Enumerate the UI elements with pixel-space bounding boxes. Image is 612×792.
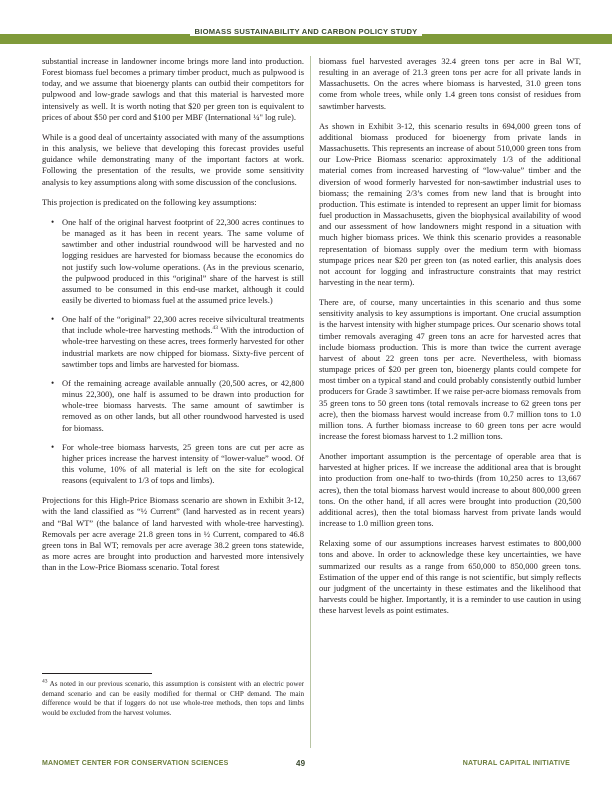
paragraph: Relaxing some of our assumptions increases harvest estimates to 800,000 tons and above. In order to acknowledge these key uncertainties, we have summarized our results as a range from 650,000 to 850,000 green tons. Estimation of the upper end of this range is not scientific, but simply reflects our judgment of the uncertainty in these estimates and the likelihood that harvests could be higher. Importantly, it is a reminder to use caution in using these harvest levels as point estimates. — [319, 538, 581, 616]
list-item-text: One half of the “original” 22,300 acres receive silvicultural treatments that include whole-tree harvesting methods. — [62, 314, 304, 336]
header-title: BIOMASS SUSTAINABILITY AND CARBON POLICY STUDY — [0, 27, 612, 36]
page-number: 49 — [296, 759, 306, 768]
footnote-number: 43 — [42, 678, 48, 685]
footnote-rule — [42, 673, 152, 674]
paragraph: Projections for this High-Price Biomass scenario are shown in Exhibit 3-12, with the land classified as “½ Current” (land harvested as in recent years) and “Bal WT” (the balance of land harvested with whole-tree harvesting). Removals per acre average 21.8 green tons in ½ Current, compared to 46.8 green tons in Bal WT; removals per acre average 38.2 green tons statewide, as more acres are brought into production and harvested more intensively than in the Low-Price Biomass scenario. Total forest — [42, 495, 304, 573]
footnote — [42, 680, 304, 718]
page-header — [0, 0, 612, 44]
paragraph: Another important assumption is the percentage of operable area that is harvested at higher prices. If we increase the additional area that is brought into production from one-half to two-thirds (from 10,250 acres to 13,667 acres), then the total biomass harvest would increase to about 800,000 green tons. On the other hand, if all acres were brought into production (20,500 additional acres), then the total biomass harvest from private lands would increase to 1.0 million green tons. — [319, 451, 581, 529]
footer-initiative: NATURAL CAPITAL INITIATIVE — [462, 760, 570, 767]
paragraph: There are, of course, many uncertainties in this scenario and thus some sensitivity analysis to key assumptions is important. One crucial assumption is the harvest intensity with higher stumpage prices. Our scenario shows total timber removals averaging 47 green tons an acre for harvested acres that include biomass production. This is more than twice the current average harvest of about 22 green tons per acre. Nevertheless, with biomass stumpage prices of $20 per green ton, bioenergy plants could compete for most timber on a typical stand and could probably consistently outbid lumber producers for Grade 3 sawtimber. If we raise per-acre biomass removals from 35 green tons to 50 green tons (total removals increase to 62 green tons per acre), then the biomass harvest would increase from 0.7 million tons to 1.0 million tons. A further biomass increase to 60 green tons per acre would increase the forest biomass harvest to 1.2 million tons. — [319, 297, 581, 441]
right-column — [319, 56, 581, 625]
paragraph: substantial increase in landowner income brings more land into production. Forest biomass fuel becomes a primary timber product, much as pulpwood is today, and we assume that bioenergy plants can outbid their competitors for pulpwood and low-grade sawlogs and that this material is harvested more intensively as well. It is worth noting that $20 per green ton is equivalent to prices of about $50 per cord and $100 per MBF (International ¼" log rule). — [42, 56, 304, 122]
paragraph: As shown in Exhibit 3-12, this scenario results in 694,000 green tons of additional biomass produced for bioenergy from private lands in Massachusetts. This represents an increase of about 510,000 green tons from our Low-Price Biomass scenario: approximately 1/3 of the additional material comes from increased harvesting of “low-value” timber and the diversion of wood formerly harvested for non-sawtimber industrial uses to biomass; the remaining 2/3’s comes from new land that is brought into production. This estimate is intended to represent an upper limit for biomass fuel production in Massachusetts, given the biophysical availability of wood and our assessment of how landowners might respond in a situation with much higher biomass prices. We think this scenario provides a reasonable representation of biomass supply over the medium term with biomass stumpage prices near $20 per green ton (as noted earlier, this analysis does not account for logging and infrastructure constraints that may restrict harvesting in the near term). — [319, 120, 581, 287]
list-item: • One half of the original harvest footprint of 22,300 acres continues to be managed as it has been in recent years. The same volume of sawtimber and other industrial roundwood will be harvested and no logging residues are harvested for biomass because the economics do not justify such low-volume operations. (As in the previous scenario, the pulpwood produced in this “original” share of the harvest is still assumed to be consumed in this end-use market, although it could easily be diverted to biomass fuel at the assumed price levels.) — [62, 217, 304, 306]
paragraph: biomass fuel harvested averages 32.4 green tons per acre in Bal WT, resulting in an average of 21.3 green tons per acre for all private lands in Massachusetts. On the acres where biomass is harvested, 31.0 green tons come from whole trees, while only 1.4 green tons consist of residues from sawtimber harvests. — [319, 56, 581, 111]
list-item-text: With the introduction of whole-tree harvesting on these acres, trees formerly harvested for other industrial markets are now chipped for biomass. Sixty-five percent of sawtimber tops and limbs are harvested for biomass. — [62, 325, 304, 369]
left-column — [42, 56, 304, 582]
column-divider — [310, 56, 311, 748]
paragraph: While is a good deal of uncertainty associated with many of the assumptions in this analysis, we believe that developing this forecast provides useful guidance while demonstrating many of the important factors at work. Following the presentation of the results, we provide some sensitivity analysis to key assumptions along with some discussion of the conclusions. — [42, 131, 304, 187]
footnote-text: As noted in our previous scenario, this assumption is consistent with an electric power demand scenario and can be easily modified for thermal or CHP demand. The main difference would be that if loggers do not use whole-tree methods, then tops and limbs would be excluded from the harvest volumes. — [42, 680, 304, 717]
footer-organization: MANOMET CENTER FOR CONSERVATION SCIENCES — [42, 760, 229, 767]
list-item: • For whole-tree biomass harvests, 25 green tons are cut per acre as higher prices increase the harvest intensity of “lower-value” wood. Of this volume, 10% of all material is left on the site for ecological reasons (equivalent to 1/3 of tops and limbs). — [62, 442, 304, 487]
assumptions-list — [42, 217, 304, 486]
page-footer — [0, 760, 612, 784]
list-item — [62, 314, 304, 370]
footnote-marker[interactable]: 43 — [212, 325, 218, 332]
paragraph: This projection is predicated on the following key assumptions: — [42, 196, 257, 207]
list-item: • Of the remaining acreage available annually (20,500 acres, or 42,800 minus 22,300), one half is assumed to be drawn into production for whole-tree biomass harvests. The same amount of sawtimber is removed as on other lands, but all other roundwood harvested is used for biomass. — [62, 378, 304, 434]
